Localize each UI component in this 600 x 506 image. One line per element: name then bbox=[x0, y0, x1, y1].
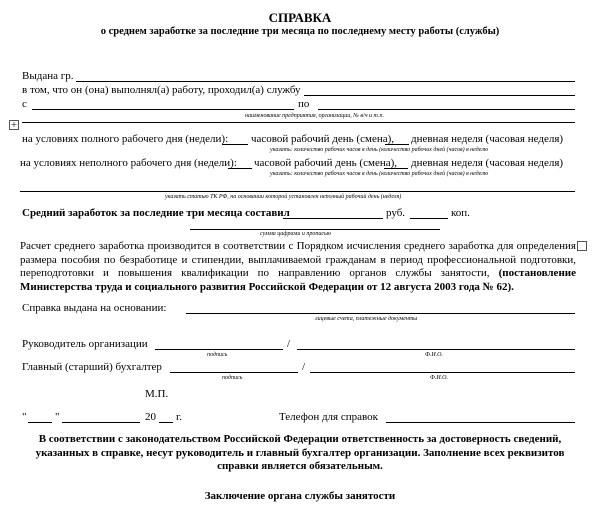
to-date-field[interactable] bbox=[318, 109, 575, 110]
caption-org: наименование предприятия, организации, № в/ч и т.п. bbox=[245, 113, 384, 119]
kop-label: коп. bbox=[451, 207, 470, 219]
caption-hours-1: указать: количество рабочих часов в день (количество рабочих дней (часов) в неделю bbox=[270, 147, 489, 153]
rub-label: руб. bbox=[386, 207, 406, 219]
day-field[interactable] bbox=[28, 422, 52, 423]
part-day-week-text: дневная неделя (часовая неделя) bbox=[411, 157, 564, 169]
worked-label: в том, что он (она) выполнял(а) работу, проходил(а) службу bbox=[22, 84, 301, 96]
director-signature-field[interactable] bbox=[155, 349, 283, 350]
month-field[interactable] bbox=[62, 422, 140, 423]
issued-to-label: Выдана гр. bbox=[22, 70, 74, 82]
full-day-hours-text: часовой рабочий день (смена), bbox=[251, 133, 395, 145]
worked-field[interactable] bbox=[304, 95, 575, 96]
quote-open: " bbox=[22, 411, 27, 423]
sum-words-field[interactable] bbox=[190, 229, 440, 230]
from-date-field[interactable] bbox=[32, 109, 294, 110]
caption-article: указать статью ТК РФ, на основании которой установлен неполный рабочий день (неделя) bbox=[165, 194, 402, 200]
calc-paragraph-bold: (постановление Министерства труда и социального развития Российской Федерации от 12 августа 2003 года № 62). bbox=[20, 267, 577, 293]
conclusion-title: Заключение органа службы занятости bbox=[204, 490, 396, 502]
full-day-hours-field[interactable] bbox=[222, 144, 248, 145]
from-label: с bbox=[22, 98, 27, 110]
basis-field[interactable] bbox=[186, 313, 575, 314]
quote-close: " bbox=[55, 411, 60, 423]
org-field[interactable] bbox=[22, 122, 575, 123]
article-field[interactable] bbox=[20, 191, 575, 192]
accountant-label: Главный (старший) бухгалтер bbox=[22, 361, 162, 373]
document-subtitle: о среднем заработке за последние три месяца по последнему месту работы (службы) bbox=[100, 26, 500, 37]
slash-2: / bbox=[302, 361, 306, 373]
part-day-hours-text: часовой рабочий день (смена), bbox=[254, 157, 398, 169]
plus-square-icon[interactable]: + bbox=[10, 120, 18, 129]
avg-salary-label: Средний заработок за последние три месяца составил bbox=[22, 207, 290, 219]
phone-label: Телефон для справок bbox=[279, 411, 378, 423]
full-day-week-text: дневная неделя (часовая неделя) bbox=[411, 133, 564, 145]
part-day-week-field[interactable] bbox=[384, 168, 408, 169]
caption-sum: сумма цифрами и прописью bbox=[260, 231, 332, 237]
part-day-hours-field[interactable] bbox=[228, 168, 252, 169]
legal-notice: В соответствии с законодательством Российской Федерации ответственность за достоверность сведений, указанных в справке, несут руководитель и главный бухгалтер организации. Заполнение всех реквизитов справки является обязательным. bbox=[35, 433, 565, 472]
year-prefix: 20 bbox=[145, 411, 156, 423]
year-field[interactable] bbox=[159, 422, 173, 423]
calc-paragraph bbox=[20, 240, 576, 294]
caption-basis: лицевые счета, платежные документы bbox=[315, 316, 418, 322]
calc-paragraph-plain: Расчет среднего заработка производится в соответствии с Порядком исчисления среднего заработка для определения размера пособия по безработице и стипендии, выплачиваемой гражданам в период профессиональной подготовки, переподготовки и повышения квалификации по направлению органов службы занятости, bbox=[20, 240, 576, 279]
signature-caption-2: подпись bbox=[222, 375, 243, 381]
director-label: Руководитель организации bbox=[22, 338, 148, 350]
document-title: СПРАВКА bbox=[268, 10, 332, 25]
year-suffix: г. bbox=[176, 411, 183, 423]
fio-caption-1: Ф.И.О. bbox=[425, 352, 443, 358]
phone-field[interactable] bbox=[386, 422, 575, 423]
fio-caption-2: Ф.И.О. bbox=[430, 375, 448, 381]
basis-label: Справка выдана на основании: bbox=[22, 302, 167, 314]
director-fio-field[interactable] bbox=[297, 349, 575, 350]
rub-field[interactable] bbox=[283, 218, 383, 219]
slash-1: / bbox=[287, 338, 291, 350]
to-label: по bbox=[298, 98, 310, 110]
accountant-signature-field[interactable] bbox=[170, 372, 298, 373]
signature-caption-1: подпись bbox=[207, 352, 228, 358]
checkbox-icon[interactable] bbox=[577, 241, 587, 251]
part-day-label: на условиях неполного рабочего дня (недели): bbox=[20, 157, 237, 169]
full-day-label: на условиях полного рабочего дня (недели): bbox=[22, 133, 229, 145]
kop-field[interactable] bbox=[410, 218, 448, 219]
full-day-week-field[interactable] bbox=[385, 144, 409, 145]
issued-to-field[interactable] bbox=[76, 81, 575, 82]
stamp-label: М.П. bbox=[145, 388, 169, 400]
caption-hours-2: указать: количество рабочих часов в день (количество рабочих дней (часов) в неделю bbox=[270, 171, 489, 177]
accountant-fio-field[interactable] bbox=[310, 372, 575, 373]
